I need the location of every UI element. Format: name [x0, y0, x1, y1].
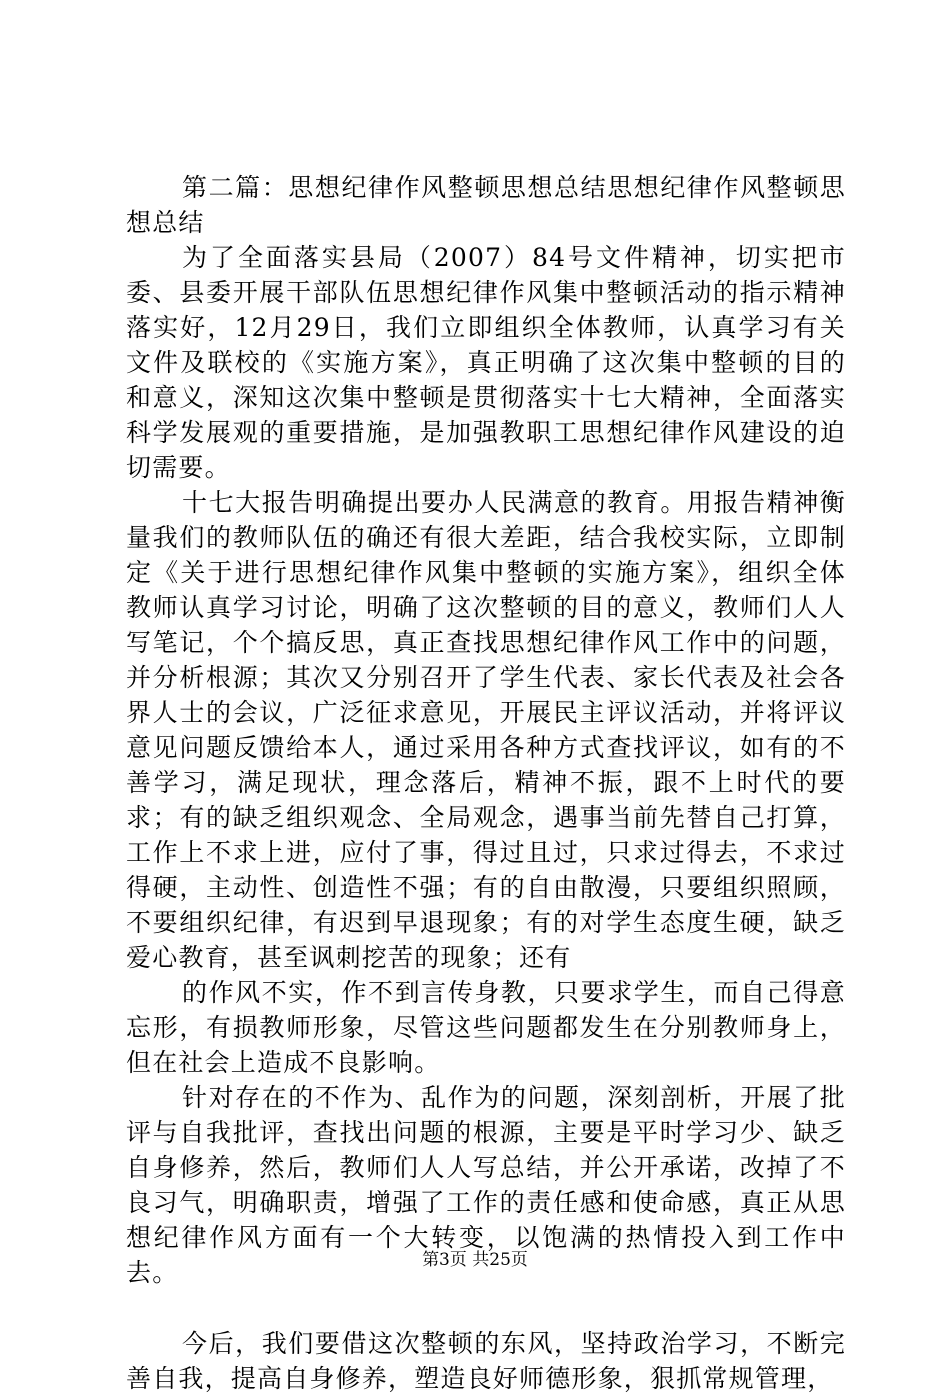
paragraph-1: 为了全面落实县局（2007）84号文件精神，切实把市委、县委开展干部队伍思想纪律作风集中整顿活动的指示精神落实好，12月29日，我们立即组织全体教师，认真学习有关文件及联校的《实施方案》，真正明确了这次集中整顿的目的和意义，深知这次集中整顿是贯彻落实十七大精神，全面落实科学发展观的重要措施，是加强教职工思想纪律作风建设的迫切需要。 [126, 243, 846, 482]
section-heading: 第二篇：思想纪律作风整顿思想总结思想纪律作风整顿思想总结 [126, 173, 846, 237]
page-footer: 第3页 共25页 [422, 1250, 528, 1270]
paragraph-3: 的作风不实，作不到言传身教，只要求学生，而自己得意忘形，有损教师形象，尽管这些问题都发生在分别教师身上，但在社会上造成不良影响。 [126, 978, 846, 1077]
paragraph-2: 十七大报告明确提出要办人民满意的教育。用报告精神衡量我们的教师队伍的确还有很大差距，结合我校实际，立即制定《关于进行思想纪律作风集中整顿的实施方案》，组织全体教师认真学习讨论，明确了这次整顿的目的意义，教师们人人写笔记，个个搞反思，真正查找思想纪律作风工作中的问题，并分析根源；其次又分别召开了学生代表、家长代表及社会各界人士的会议，广泛征求意见，开展民主评议活动，并将评议意见问题反馈给本人，通过采用各种方式查找评议，如有的不善学习，满足现状，理念落后，精神不振，跟不上时代的要求；有的缺乏组织观念、全局观念，遇事当前先替自己打算，工作上不求上进，应付了事，得过且过，只求过得去，不求过得硬，主动性、创造性不强；有的自由散漫，只要组织照顾，不要组织纪律，有迟到早退现象；有的对学生态度生硬，缺乏爱心教育，甚至讽刺挖苦的现象；还有 [126, 488, 846, 972]
paragraph-4: 针对存在的不作为、乱作为的问题，深刻剖析，开展了批评与自我批评，查找出问题的根源，主要是平时学习少、缺乏自身修养，然后，教师们人人写总结，并公开承诺，改掉了不良习气，明确职责，增强了工作的责任感和使命感，真正从思想纪律作风方面有一个大转变，以饱满的热情投入到工作中去。 [126, 1083, 846, 1287]
document-body [126, 170, 846, 1396]
paragraph-5: 今后，我们要借这次整顿的东风，坚持政治学习，不断完善自我，提高自身修养，塑造良好师德形象，狠抓常规管理， [126, 1329, 846, 1393]
